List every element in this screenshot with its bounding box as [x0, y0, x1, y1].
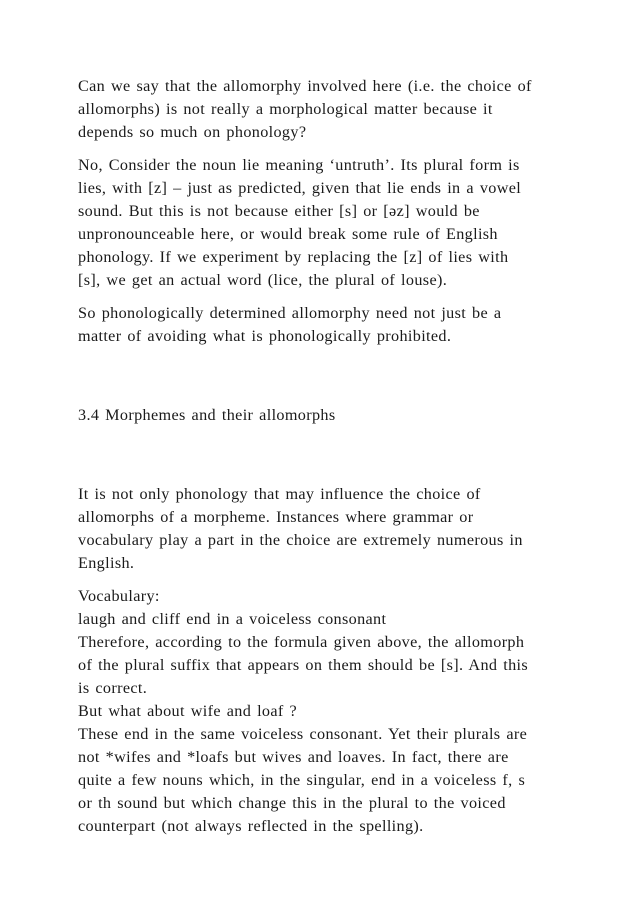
paragraph-2-line-6: [s], we get an actual word (lice, the plural of louse).: [78, 271, 448, 289]
paragraph-5-line-4: of the plural suffix that appears on them should be [s]. And this: [78, 656, 529, 674]
paragraph-4-line-3: vocabulary play a part in the choice are extremely numerous in: [78, 531, 523, 549]
paragraph-5-line-1: Vocabulary:: [78, 587, 160, 605]
paragraph-5-line-10: or th sound but which change this in the plural to the voiced: [78, 794, 506, 812]
paragraph-5-line-6: But what about wife and loaf ?: [78, 702, 298, 720]
paragraph-5-line-8: not *wifes and *loafs but wives and loaves. In fact, there are: [78, 748, 509, 766]
paragraph-5-line-11: counterpart (not always reflected in the spelling).: [78, 817, 424, 835]
paragraph-2-line-2: lies, with [z] – just as predicted, given that lie ends in a vowel: [78, 179, 522, 197]
paragraph-5-line-7: These end in the same voiceless consonant. Yet their plurals are: [78, 725, 528, 743]
paragraph-2-line-3: sound. But this is not because either [s] or [əz] would be: [78, 202, 480, 220]
paragraph-2-line-5: phonology. If we experiment by replacing the [z] of lies with: [78, 248, 509, 266]
paragraph-3-line-2: matter of avoiding what is phonologically prohibited.: [78, 327, 452, 345]
paragraph-4-line-1: It is not only phonology that may influence the choice of: [78, 485, 481, 503]
paragraph-5-line-9: quite a few nouns which, in the singular, end in a voiceless f, s: [78, 771, 526, 789]
section-heading: 3.4 Morphemes and their allomorphs: [78, 406, 336, 424]
paragraph-1-line-3: depends so much on phonology?: [78, 123, 307, 141]
paragraph-2-line-4: unpronounceable here, or would break some rule of English: [78, 225, 498, 243]
paragraph-4-line-2: allomorphs of a morpheme. Instances where grammar or: [78, 508, 474, 526]
paragraph-3-line-1: So phonologically determined allomorphy need not just be a: [78, 304, 502, 322]
paragraph-2-line-1: No, Consider the noun lie meaning ‘untruth’. Its plural form is: [78, 156, 520, 174]
paragraph-5-line-2: laugh and cliff end in a voiceless consonant: [78, 610, 387, 628]
paragraph-1-line-2: allomorphs) is not really a morphological matter because it: [78, 100, 493, 118]
paragraph-5-line-5: is correct.: [78, 679, 148, 697]
paragraph-5-line-3: Therefore, according to the formula given above, the allomorph: [78, 633, 525, 651]
paragraph-4-line-4: English.: [78, 554, 135, 572]
paragraph-1-line-1: Can we say that the allomorphy involved here (i.e. the choice of: [78, 77, 532, 95]
